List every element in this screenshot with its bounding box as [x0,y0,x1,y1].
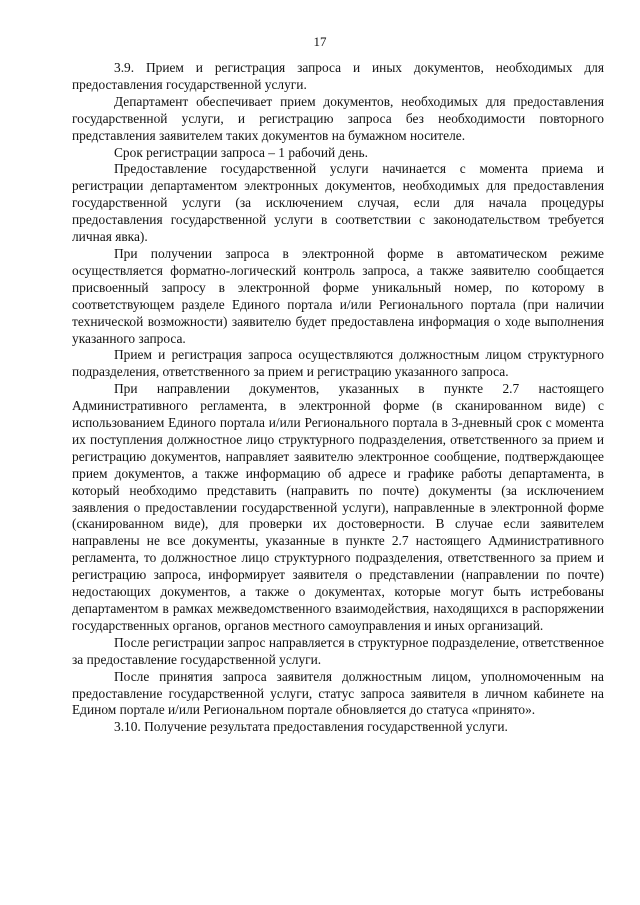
paragraph-electronic-request: При получении запроса в электронной форме в автоматическом режиме осуществляется форматно-логический контроль запроса, а также заявителю сообщается присвоенный запросу в электронной форме уникальный номер, по которому в соответствующем разделе Единого портала и/или Регионального портала (при наличии технической возможности) заявителю будет предоставлена информация о ходе выполнения указанного запроса. [72,245,604,346]
paragraph-registration-term: Срок регистрации запроса – 1 рабочий день. [114,144,368,160]
paragraph-documents-submission: При направлении документов, указанных в пункте 2.7 настоящего Административного регламента, в электронной форме (в сканированном виде) с использованием Единого портала и/или Регионального портала в 3-дневный срок с момента их поступления должностное лицо структурного подразделения, ответственного за прием и регистрацию документов, направляет заявителю электронное сообщение, подтверждающее прием документов, а также информацию об адресе и графике работы департамента, в который необходимо представить (направить по почте) документы (за исключением заявления о предоставлении государственной услуги), направленные в электронной форме (сканированном виде), для проверки их достоверности. В случае если заявителем направлены не все документы, указанные в пункте 2.7 настоящего Административного регламента, то должностное лицо структурного подразделения, ответственного за прием и регистрацию запроса, информирует заявителя о представлении (направлении по почте) недостающих документов, а также о документах, которые могут быть истребованы департаментом в рамках межведомственного взаимодействия, находящихся в распоряжении государственных органов, органов местного самоуправления и иных организаций. [72,381,604,633]
paragraph-after-registration: После регистрации запрос направляется в структурное подразделение, ответственное за предоставление государственной услуги. [72,634,604,667]
paragraph-official-registration: Прием и регистрация запроса осуществляются должностным лицом структурного подразделения, ответственного за прием и регистрацию указанного запроса. [72,347,604,380]
section-3-9-heading: 3.9. Прием и регистрация запроса и иных документов, необходимых для предоставления государственной услуги. [72,60,604,92]
paragraph-status-update: После принятия запроса заявителя должностным лицом, уполномоченным на предоставление государственной услуги, статус запроса заявителя в личном кабинете на Едином портале и/или Региональном портале обновляется до статуса «принято». [72,668,604,718]
page-number: 17 [313,34,327,49]
paragraph-service-start: Предоставление государственной услуги начинается с момента приема и регистрации департаментом электронных документов, необходимых для предоставления государственной услуги (за исключением случая, если для начала процедуры предоставления государственной услуги в соответствии с законодательством требуется личная явка). [72,161,604,245]
paragraph-department-ensures: Департамент обеспечивает прием документов, необходимых для предоставления государственной услуги, и регистрацию запроса без необходимости повторного представления заявителем таких документов на бумажном носителе. [72,93,604,143]
section-3-10-heading: 3.10. Получение результата предоставления государственной услуги. [114,719,508,735]
document-body [72,60,604,736]
